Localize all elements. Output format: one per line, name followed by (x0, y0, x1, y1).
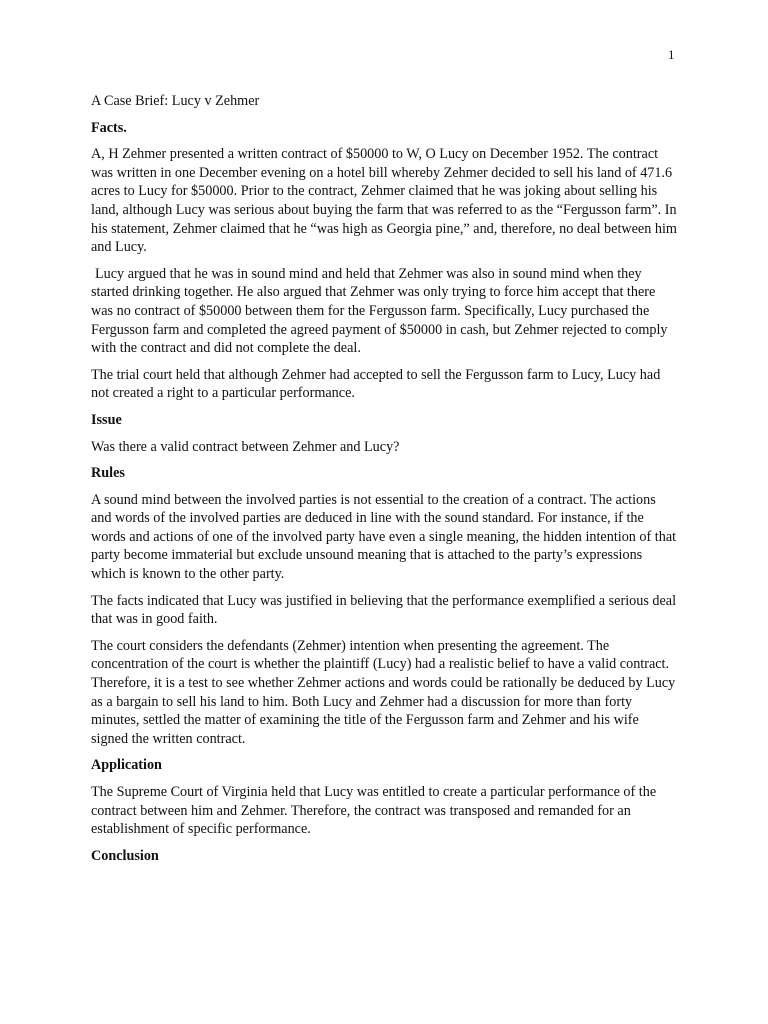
facts-paragraph-1: A, H Zehmer presented a written contract of $50000 to W, O Lucy on December 1952. The contract was written in one December evening on a hotel bill whereby Zehmer decided to sell his land of 471.6 acres to Lucy for $50000. Prior to the contract, Zehmer claimed that he was joking about selling his land, although Lucy was serious about buying the farm that was referred to as the “Fergusson farm”. In his statement, Zehmer claimed that he “was high as Georgia pine,” and, therefore, no deal between him and Lucy. (91, 146, 677, 256)
heading-application: Application (91, 757, 162, 774)
document-title: A Case Brief: Lucy v Zehmer (91, 93, 260, 109)
facts-paragraph-3: The trial court held that although Zehmer had accepted to sell the Fergusson farm to Lucy, Lucy had not created a right to a particular performance. (91, 366, 661, 402)
heading-rules: Rules (91, 465, 125, 482)
facts-paragraph-2: Lucy argued that he was in sound mind and held that Zehmer was also in sound mind when they started drinking together. He also argued that Zehmer was only trying to force him accept that there was no contract of $50000 between them for the Fergusson farm. Specifically, Lucy purchased the Fergusson farm and completed the agreed payment of $50000 in cash, but Zehmer rejected to comply with the contract and did not complete the deal. (91, 265, 668, 357)
page-number: 1 (668, 47, 675, 62)
heading-conclusion: Conclusion (91, 847, 159, 864)
rules-paragraph-1: A sound mind between the involved parties is not essential to the creation of a contract. The actions and words of the involved parties are deduced in line with the sound standard. For instance, if the words and actions of one of the involved party have even a single meaning, the hidden intention of that party become immaterial but exclude unsound meaning that is attached to the party’s expressions which is known to the other party. (91, 491, 677, 583)
application-paragraph-1: The Supreme Court of Virginia held that Lucy was entitled to create a particular performance of the contract between him and Zehmer. Therefore, the contract was transposed and remanded for an establishment of specific performance. (91, 784, 657, 838)
heading-issue: Issue (91, 411, 122, 428)
issue-paragraph-1: Was there a valid contract between Zehmer and Lucy? (91, 438, 400, 455)
heading-facts: Facts. (91, 119, 127, 136)
rules-paragraph-2: The facts indicated that Lucy was justified in believing that the performance exemplified a serious deal that was in good faith. (91, 592, 677, 628)
document-body (91, 92, 679, 873)
rules-paragraph-3: The court considers the defendants (Zehmer) intention when presenting the agreement. The concentration of the court is whether the plaintiff (Lucy) had a realistic belief to have a valid contract. Therefore, it is a test to see whether Zehmer actions and words could be rationally be deduced by Lucy as a bargain to sell his land to him. Both Lucy and Zehmer had a discussion for more than forty minutes, settled the matter of examining the title of the Fergusson farm and Zehmer and his wife signed the written contract. (91, 637, 676, 747)
